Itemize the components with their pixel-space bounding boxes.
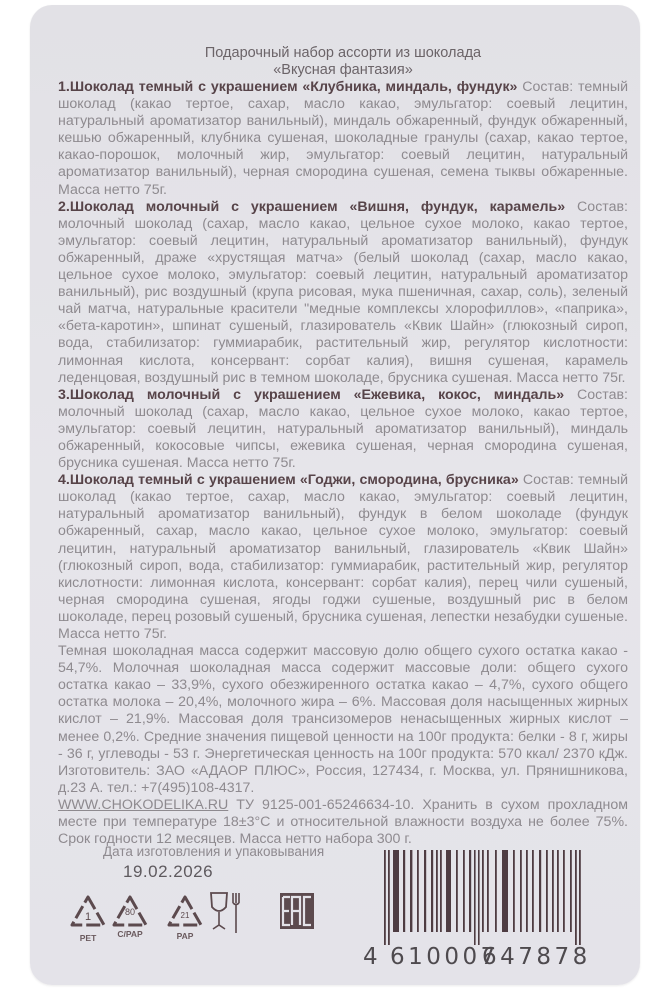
label-content: [58, 45, 628, 848]
section-4-heading: 4.Шоколад темный с украшением «Годжи, смородина, брусника»: [58, 472, 519, 489]
section-1: [58, 79, 628, 199]
recycle-c-pap-icon: [110, 893, 150, 938]
barcode-right-group: 647878: [482, 944, 591, 970]
production-date-block: [103, 844, 324, 882]
ean13-barcode: [363, 850, 630, 970]
recycle-pap-label: PAP: [176, 931, 194, 941]
recycle-pet-label: PET: [79, 933, 97, 943]
storage-note: ТУ 9125-001-65246634-10. Хранить в сухом прохладном месте при температуре 18±3°С и относительной влажности воздуха не более 75%. Срок годности 12 месяцев. Масса нетто набора 300 г.: [58, 796, 628, 848]
product-title-line2: «Вкусная фантазия»: [273, 62, 413, 78]
recycle-c-pap-label: C/PAP: [117, 929, 143, 939]
barcode-left-group: 610007: [390, 944, 499, 970]
symbols-row: [68, 893, 268, 953]
svg-text:1: 1: [84, 911, 92, 923]
eac-mark-icon: [280, 893, 314, 936]
section-1-heading: 1.Шоколад темный с украшением «Клубника, миндаль, фундук»: [58, 79, 518, 95]
production-date-label: Дата изготовления и упаковывания: [103, 844, 325, 859]
product-title: [58, 45, 628, 79]
section-2-heading: 2.Шоколад молочный с украшением «Вишня, фундук, карамель»: [58, 198, 566, 215]
product-title-line1: Подарочный набор ассорти из шоколада: [204, 45, 482, 61]
section-4: [58, 472, 628, 643]
section-3-body: Состав: молочный шоколад (сахар, масло какао, цельное сухое молоко, какао тертое, эмульгатор: соевый лецитин, натуральный ароматизатор ванильный), миндаль обжаренный, кокосовые чипсы, ежевика сушеная, черная смородина сушеная, брусника сушеная. Масса нетто 75г.: [58, 386, 628, 472]
food-safe-glass-fork-icon: [208, 891, 242, 940]
section-3-heading: 3.Шоколад молочный с украшением «Ежевика, кокос, миндаль»: [58, 386, 565, 403]
section-2: [58, 199, 628, 387]
barcode-bars: [372, 850, 630, 945]
svg-text:80: 80: [124, 907, 136, 917]
recycle-pet-icon: [68, 893, 108, 943]
storage-info: [58, 797, 628, 848]
website-link[interactable]: WWW.CHOKODELIKA.RU: [58, 796, 229, 813]
svg-text:21: 21: [180, 911, 190, 920]
composition-note: Темная шоколадная масса содержит массовую долю общего сухого остатка какао - 54,7%. Молочная шоколадная масса содержит массовые доли: общего сухого остатка какао – 33,9%, сухого обезжиренного остатка какао – 4,7%, сухого общего остатка молока – 20,4%, молочного жира – 6%. Массовая доля насыщенных жирных кислот – 21,9%. Массовая доля трансизомеров ненасыщенных жирных кислот – менее 0,2%. Средние значения пищевой ценности на 100г продукта: белки - 8 г, жиры - 36 г, углеводы - 53 г. Энергетическая ценность на 100г продукта: 570 ккал/ 2370 кДж. Изготовитель: ЗАО «АДАОР ПЛЮС», Россия, 127434, г. Москва, ул. Прянишникова, д.23 А. тел.: +7(495)108-4317.: [58, 643, 628, 796]
section-1-body: Состав: темный шоколад (какао тертое, сахар, масло какао, эмульгатор: соевый лецитин, натуральный ароматизатор ванильный), миндаль обжаренный, фундук обжаренный, кешью обжаренный, клубника сушеная, шоколадные гранулы (сахар, какао тертое, какао-порошок, молочный жир, эмульгатор: соевый лецитин, натуральный ароматизатор ванильный), черная смородина сушеная, семена тыквы обжаренные. Масса нетто 75г.: [58, 79, 628, 198]
section-4-body: Состав: темный шоколад (какао тертое, сахар, масло какао, эмульгатор: соевый лецитин, натуральный ароматизатор ванильный), фундук в белом шоколаде (фундук обжаренный, сахар, масло какао, цельное сухое молоко, эмульгатор: соевый лецитин, натуральный ароматизатор ванильный, глазирователь «Квик Шайн» (глюкозный сироп, вода, стабилизатор: гуммиарабик, растительный жир, регулятор кислотности: лимонная кислота, консервант: сорбат калия), перец чили сушеный, черная смородина сушеная, ягоды годжи сушеные, воздушный рис в белом шоколаде, перец розовый сушеный, брусника сушеная, лепестки незабудки сушеные. Масса нетто 75г.: [58, 472, 628, 642]
recycle-pap-icon: [165, 893, 205, 941]
section-2-body: Состав: молочный шоколад (сахар, масло какао, цельное сухое молоко, какао тертое, эмульгатор: соевый лецитин, натуральный ароматизатор ванильный), фундук обжаренный, драже «хрустящая матча» (белый шоколад (сахар, масло какао, цельное сухое молоко, эмульгатор: соевый лецитин, натуральный ароматизатор ванильный), рис воздушный (крупа рисовая, мука пшеничная, сахар, соль), зеленый чай матча, натуральные красители "медные комплексы хлорофиллов», «паприка», «бета-каротин», шпинат сушеный, глазирователь «Квик Шайн» (глюкозный сироп, вода, стабилизатор: гуммиарабик, растительный жир, регулятор кислотности: лимонная кислота, консервант: сорбат калия), вишня сушеная, карамель леденцовая, воздушный рис в темном шоколаде, брусника сушеная. Масса нетто 75г.: [58, 198, 628, 386]
production-date-value: 19.02.2026: [123, 862, 214, 881]
barcode-first-digit: 4: [363, 944, 382, 970]
section-3: [58, 387, 628, 472]
